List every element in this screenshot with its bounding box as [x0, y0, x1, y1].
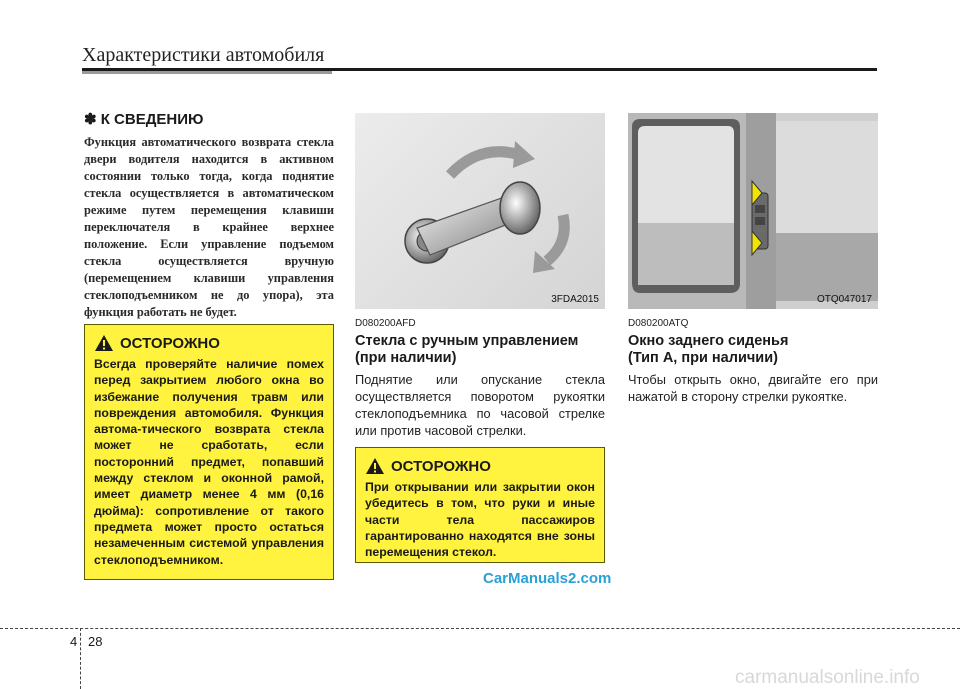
note-text: Функция автоматического возврата стекла двери водителя находится в активном состоянии только тогда, когда поднятие стекла осуществляется в автоматическом режиме путем перемещения клавиши переключателя в крайнее верхнее положение. Если управление подъемом стекла осуществляется вручную (перемещением клавиши управления стеклоподъемником не до упора), эта функция работать не будет.: [84, 135, 334, 319]
warning-box-1: [84, 324, 334, 580]
footer-divider: [80, 628, 81, 689]
note-heading: ✽ К СВЕДЕНИЮ: [84, 111, 204, 128]
section-1-heading: [355, 333, 610, 367]
section-1-heading-line1: Стекла с ручным управлением: [355, 333, 579, 349]
warning-2-title: ОСТОРОЖНО: [391, 457, 491, 475]
page-header-title: Характеристики автомобиля: [82, 44, 325, 66]
section-1-heading-line2: (при наличии): [355, 350, 457, 366]
warning-2-text: При открывании или закрытии окон убедитесь в том, что руки и иные части тела пассажиров гарантированно находятся вне зоны перемещения стекол.: [365, 480, 595, 560]
warning-triangle-icon: [365, 457, 385, 475]
section-2-heading-line1: Окно заднего сиденья: [628, 333, 789, 349]
section-1-text: Поднятие или опускание стекла осуществляется поворотом рукоятки стеклоподъемника по часовой стрелке или против часовой стрелки.: [355, 372, 605, 438]
page-section-number: 4: [70, 634, 78, 649]
section-2-code: D080200ATQ: [628, 318, 689, 329]
section-1-code: D080200AFD: [355, 318, 416, 329]
warning-1-text: Всегда проверяйте наличие помех перед закрытием любого окна во избежание получения травм или повреждения автомобиля. Функция автома-тического возврата стекла может не сработать, если посторонний предмет, попавший между стеклом и оконной рамой, имеет диаметр менее 4 мм (0,16 дюйма): сопротивление от такого предмета может просто остаться незамеченным системой управления стеклоподъемником.: [94, 357, 324, 567]
section-2-text: Чтобы открыть окно, двигайте его при нажатой в сторону стрелки рукоятке.: [628, 372, 878, 404]
figure-window-crank: [355, 113, 605, 309]
warning-1-header: [94, 334, 324, 352]
figure-rear-window: [628, 113, 878, 309]
watermark-link[interactable]: CarManuals2.com: [483, 570, 612, 587]
warning-1-title: ОСТОРОЖНО: [120, 334, 220, 352]
header-rule-accent: [82, 71, 332, 74]
section-2-heading-line2: (Тип А, при наличии): [628, 350, 778, 366]
rear-window-illustration: [628, 113, 878, 309]
footer-rule: [0, 628, 960, 629]
figure-1-caption: 3FDA2015: [551, 294, 599, 305]
page-number: 28: [88, 634, 103, 649]
warning-2-header: [365, 457, 595, 475]
section-2-heading: [628, 333, 883, 367]
warning-box-2: [355, 447, 605, 563]
window-crank-illustration: [355, 113, 605, 309]
warning-triangle-icon: [94, 334, 114, 352]
column-left: [84, 110, 334, 321]
site-watermark[interactable]: carmanualsonline.info: [735, 667, 920, 688]
figure-2-caption: OTQ047017: [816, 294, 872, 305]
